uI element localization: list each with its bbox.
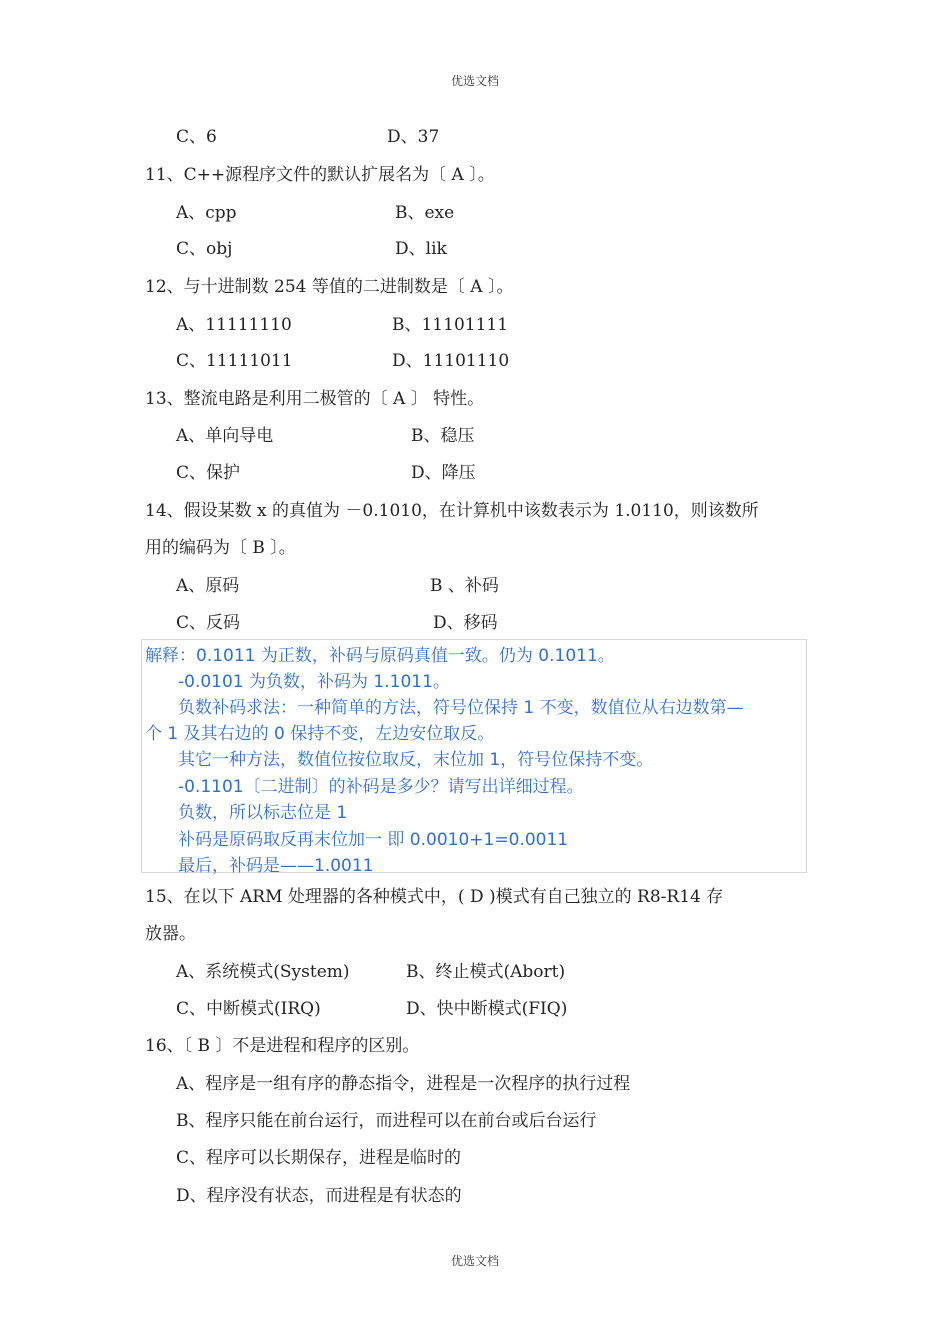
q11-option-d: D、lik [395, 239, 447, 259]
q12-option-b: B、11101111 [392, 315, 509, 335]
q12-option-a: A、11111110 [176, 315, 292, 335]
page-footer: 优选文档 [450, 1254, 499, 1268]
q14-option-b: B 、补码 [430, 576, 499, 596]
q12-option-c: C、11111011 [176, 351, 293, 371]
explanation-line-2: -0.0101 为负数，补码为 1.1011。 [178, 672, 450, 692]
q14-option-c: C、反码 [176, 613, 241, 633]
explanation-line-7: 负数，所以标志位是 1 [178, 803, 348, 823]
q16-option-d: D、程序没有状态，而进程是有状态的 [176, 1186, 462, 1206]
q10-option-c: C、6 [176, 127, 217, 147]
q13-option-b: B、稳压 [411, 426, 475, 446]
q16-option-a: A、程序是一组有序的静态指令，进程是一次程序的执行过程 [176, 1074, 631, 1094]
q16-stem: 16、〔 B 〕不是进程和程序的区别。 [145, 1036, 420, 1056]
q14-option-d: D、移码 [433, 613, 498, 633]
q14-stem-line1: 14、假设某数 x 的真值为 －0.1010，在计算机中该数表示为 1.0110，则该数所 [145, 501, 759, 521]
q13-option-d: D、降压 [411, 463, 476, 483]
explanation-line-3: 负数补码求法：一种简单的方法，符号位保持 1 不变，数值位从右边数第— [178, 698, 744, 718]
q11-option-b: B、exe [395, 203, 455, 223]
explanation-line-1: 解释：0.1011 为正数，补码与原码真值一致。仍为 0.1011。 [145, 646, 615, 666]
q11-stem: 11、C++源程序文件的默认扩展名为〔 A 〕。 [145, 165, 495, 185]
q15-option-d: D、快中断模式(FIQ) [406, 999, 568, 1019]
q11-option-a: A、cpp [176, 203, 237, 223]
q13-option-a: A、单向导电 [176, 426, 274, 446]
explanation-line-4: 个 1 及其右边的 0 保持不变，左边安位取反。 [145, 724, 495, 744]
page-header: 优选文档 [450, 74, 499, 88]
explanation-line-9: 最后，补码是——1.0011 [178, 856, 374, 876]
q15-stem-line2: 放器。 [145, 924, 196, 944]
q16-option-c: C、程序可以长期保存，进程是临时的 [176, 1148, 462, 1168]
q14-stem-line2: 用的编码为〔 B 〕。 [145, 538, 296, 558]
q13-stem: 13、整流电路是利用二极管的〔 A 〕 特性。 [145, 389, 485, 409]
q15-stem-line1: 15、在以下 ARM 处理器的各种模式中，( D )模式有自己独立的 R8-R14 存 [145, 887, 724, 907]
q12-option-d: D、11101110 [392, 351, 510, 371]
q14-option-a: A、原码 [176, 576, 240, 596]
q10-option-d: D、37 [387, 127, 440, 147]
explanation-line-6: -0.1101〔二进制〕的补码是多少？请写出详细过程。 [178, 777, 584, 797]
q15-option-c: C、中断模式(IRQ) [176, 999, 321, 1019]
q15-option-b: B、终止模式(Abort) [406, 962, 566, 982]
explanation-line-5: 其它一种方法，数值位按位取反，末位加 1，符号位保持不变。 [178, 750, 654, 770]
q11-option-c: C、obj [176, 239, 233, 259]
q15-option-a: A、系统模式(System) [176, 962, 350, 982]
explanation-line-8: 补码是原码取反再末位加一 即 0.0010+1=0.0011 [178, 830, 569, 850]
q13-option-c: C、保护 [176, 463, 241, 483]
q16-option-b: B、程序只能在前台运行，而进程可以在前台或后台运行 [176, 1111, 597, 1131]
q12-stem: 12、与十进制数 254 等值的二进制数是〔 A 〕。 [145, 277, 514, 297]
